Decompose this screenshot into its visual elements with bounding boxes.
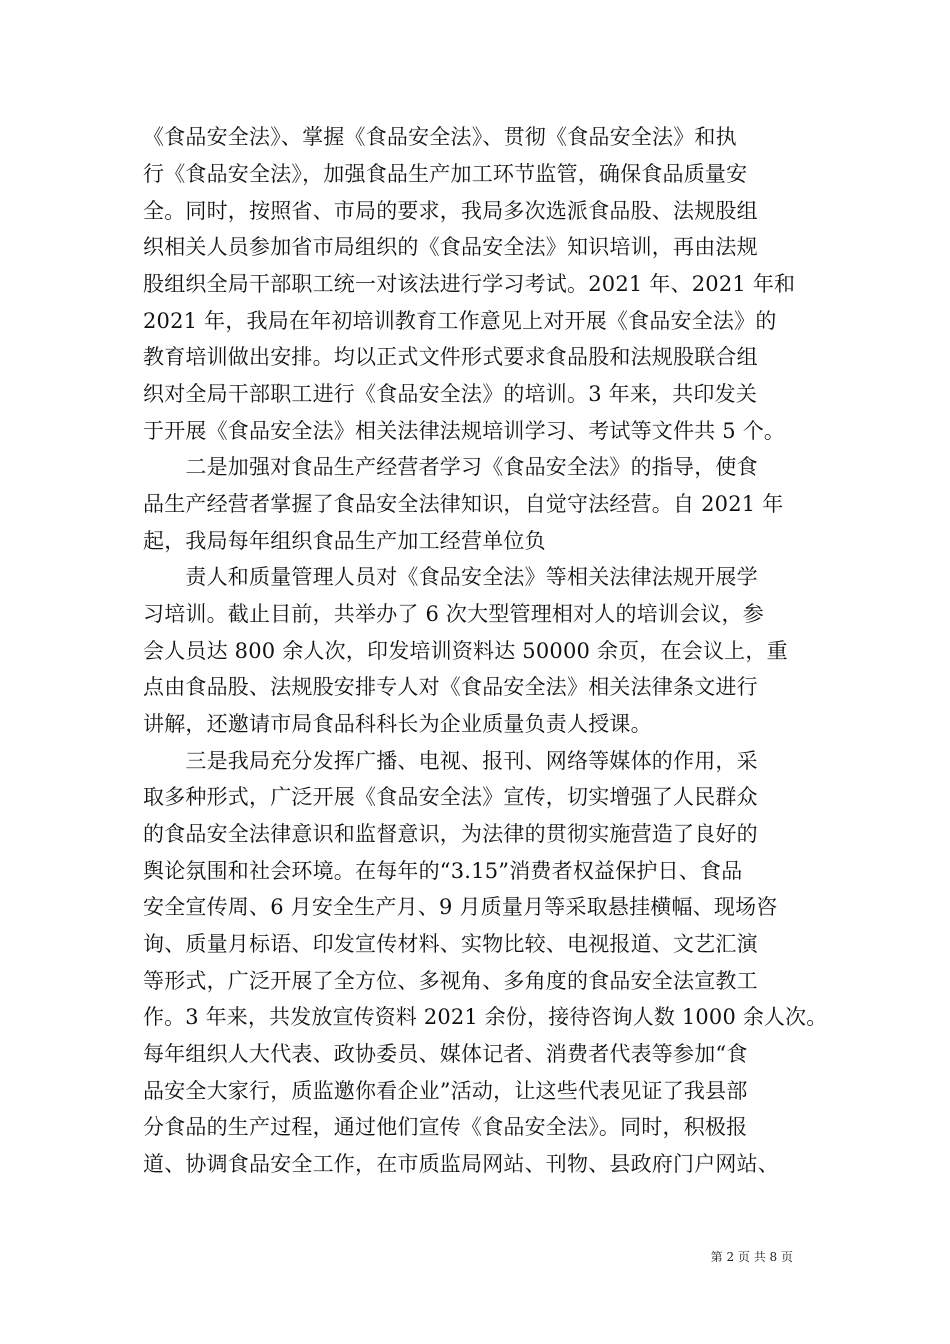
text-line: 的食品安全法律意识和监督意识，为法律的贯彻实施营造了良好的 xyxy=(143,822,758,846)
text-line: 织对全局干部职工进行《食品安全法》的培训。3 年来，共印发关 xyxy=(143,382,758,406)
text-line: 询、质量月标语、印发宣传材料、实物比较、电视报道、文艺汇演 xyxy=(143,932,758,956)
text-line: 责人和质量管理人员对《食品安全法》等相关法律法规开展学 xyxy=(143,565,758,589)
text-line: 于开展《食品安全法》相关法律法规培训学习、考试等文件共 5 个。 xyxy=(143,419,786,443)
text-line: 舆论氛围和社会环境。在每年的“3.15”消费者权益保护日、食品 xyxy=(143,859,743,883)
text-line: 会人员达 800 余人次，印发培训资料达 50000 余页，在会议上，重 xyxy=(143,639,788,663)
text-line: 三是我局充分发挥广播、电视、报刊、网络等媒体的作用，采 xyxy=(143,749,758,773)
text-line: 点由食品股、法规股安排专人对《食品安全法》相关法律条文进行 xyxy=(143,675,758,699)
text-line: 2021 年，我局在年初培训教育工作意见上对开展《食品安全法》的 xyxy=(143,309,777,333)
text-line: 织相关人员参加省市局组织的《食品安全法》知识培训，再由法规 xyxy=(143,235,758,259)
text-line: 道、协调食品安全工作，在市质监局网站、刊物、县政府门户网站、 xyxy=(143,1152,779,1176)
text-line: 取多种形式，广泛开展《食品安全法》宣传，切实增强了人民群众 xyxy=(143,785,758,809)
page-number: 第 2 页 共 8 页 xyxy=(710,1250,793,1264)
text-line: 起，我局每年组织食品生产加工经营单位负 xyxy=(143,529,546,553)
text-line: 《食品安全法》、掌握《食品安全法》、贯彻《食品安全法》和执 xyxy=(143,125,737,149)
text-line: 习培训。截止目前，共举办了 6 次大型管理相对人的培训会议，参 xyxy=(143,602,764,626)
text-line: 全。同时，按照省、市局的要求，我局多次选派食品股、法规股组 xyxy=(143,199,758,223)
text-line: 讲解，还邀请市局食品科科长为企业质量负责人授课。 xyxy=(143,712,652,736)
text-line: 等形式，广泛开展了全方位、多视角、多角度的食品安全法宣教工 xyxy=(143,969,758,993)
text-line: 作。3 年来，共发放宣传资料 2021 余份，接待咨询人数 1000 余人次。 xyxy=(143,1005,828,1029)
text-line: 二是加强对食品生产经营者学习《食品安全法》的指导，使食 xyxy=(143,455,758,479)
text-line: 品安全大家行，质监邀你看企业”活动，让这些代表见证了我县部 xyxy=(143,1079,748,1103)
text-line: 每年组织人大代表、政协委员、媒体记者、消费者代表等参加“食 xyxy=(143,1042,748,1066)
text-line: 教育培训做出安排。均以正式文件形式要求食品股和法规股联合组 xyxy=(143,345,758,369)
text-line: 股组织全局干部职工统一对该法进行学习考试。2021 年、2021 年和 xyxy=(143,272,796,296)
text-line: 安全宣传周、6 月安全生产月、9 月质量月等采取悬挂横幅、现场咨 xyxy=(143,895,778,919)
text-line: 行《食品安全法》，加强食品生产加工环节监管，确保食品质量安 xyxy=(143,162,748,186)
text-line: 分食品的生产过程，通过他们宣传《食品安全法》。同时，积极报 xyxy=(143,1115,748,1139)
text-line: 品生产经营者掌握了食品安全法律知识，自觉守法经营。自 2021 年 xyxy=(143,492,784,516)
